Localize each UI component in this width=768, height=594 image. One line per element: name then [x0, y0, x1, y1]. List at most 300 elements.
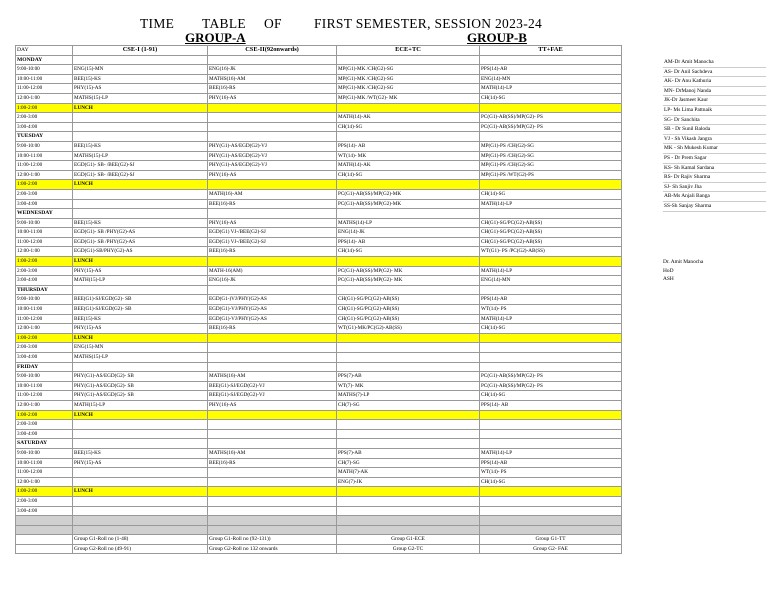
cse2-cell: [208, 113, 337, 123]
ece-cell: MP(G1)-MK /WT(G2)- MK: [337, 93, 480, 103]
cse2-cell: EGD(G1) VJ-/BEE(G2)-SJ: [208, 237, 337, 247]
faculty-entry: KS- Sh Kamal Sardana: [663, 164, 766, 174]
lunch-cell: LUNCH: [73, 487, 208, 497]
tt-cell: [480, 343, 622, 353]
empty-cell: [480, 439, 622, 449]
period-row: [16, 468, 622, 478]
timetable-grid: [15, 45, 622, 554]
cse2-cell: [208, 420, 337, 430]
group-legend-row: [16, 535, 622, 545]
period-row: [16, 141, 622, 151]
ece-cell: ENG(7)-JK: [337, 477, 480, 487]
separator-cell: [73, 525, 208, 535]
tt-cell: PPS(14)-AB: [480, 65, 622, 75]
cse1-cell: MATH(15)-LP: [73, 276, 208, 286]
separator-cell: [337, 525, 480, 535]
faculty-list: [663, 58, 766, 212]
empty-cell: [480, 209, 622, 219]
cse1-cell: BEE(G1)-SJ/EGD(G2)- SB: [73, 305, 208, 315]
tt-cell: MATH(14)-LP: [480, 314, 622, 324]
period-row: [16, 74, 622, 84]
day-row: [16, 439, 622, 449]
lunch-cell: LUNCH: [73, 257, 208, 267]
separator-row: [16, 525, 622, 535]
cse1-cell: [73, 113, 208, 123]
cse2-cell: EGD(G1-)VJ/PHY(G2)-AS: [208, 295, 337, 305]
faculty-entry: VJ - Sh Vikash Jangra: [663, 135, 766, 145]
group-b-heading: GROUP-B: [467, 30, 527, 45]
cse1-cell: EGD(G1)- SB /PHY(G2)-AS: [73, 228, 208, 238]
faculty-entry: SJ- Sh Sanjiv Jha: [663, 183, 766, 193]
empty-cell: [73, 362, 208, 372]
tt-cell: PPS(14)- AB: [480, 400, 622, 410]
cse1-cell: [73, 189, 208, 199]
period-row: [16, 295, 622, 305]
period-row: [16, 189, 622, 199]
day-name: MONDAY: [16, 55, 73, 65]
ece-cell: WT(G1)-MK/PC(G2)-AB(SS): [337, 324, 480, 334]
day-row: [16, 285, 622, 295]
period-row: [16, 391, 622, 401]
tt-cell: CH(G1)-SG/PC(G2)-AB(SS): [480, 218, 622, 228]
ece-cell: CH(G1)-SG/PC(G2)-AB(SS): [337, 295, 480, 305]
title-word-session: FIRST SEMESTER, SESSION 2023-24: [314, 16, 543, 31]
cse2-cell: MATHS(16)-AM: [208, 448, 337, 458]
ece-cell: PPS(14)- AB: [337, 141, 480, 151]
separator-cell: [208, 516, 337, 526]
ece-cell: PPS(14)- AB: [337, 237, 480, 247]
title-word-table: TABLE: [202, 16, 246, 31]
lunch-row: [16, 333, 622, 343]
empty-cell: [208, 132, 337, 142]
period-row: [16, 199, 622, 209]
ece-cell: CH(G1)-SG/PC(G2)-AB(SS): [337, 305, 480, 315]
time-slot: 9:00-10:00: [16, 448, 73, 458]
day-row: [16, 209, 622, 219]
ece-cell: ENG(14)-JK: [337, 228, 480, 238]
period-row: [16, 372, 622, 382]
separator-cell: [480, 516, 622, 526]
cse2-cell: MATH-16(AM): [208, 266, 337, 276]
period-row: [16, 266, 622, 276]
cse2-cell: BEE(16)-RS: [208, 199, 337, 209]
faculty-entry: AK- Dr Anu Kathuria: [663, 77, 766, 87]
faculty-entry: SG- Dr Sanchita: [663, 116, 766, 126]
day-header: DAY: [16, 46, 73, 56]
cse2-header: CSE-II(92onwards): [208, 46, 337, 56]
lunch-fill: [480, 103, 622, 113]
time-slot: 10:00-11:00: [16, 305, 73, 315]
faculty-entry: PS - Dr Prem Sagar: [663, 154, 766, 164]
period-row: [16, 420, 622, 430]
empty-cell: [337, 55, 480, 65]
tt-cell: [480, 429, 622, 439]
ece-cell: [337, 353, 480, 363]
period-row: [16, 276, 622, 286]
faculty-entry: LP- Ms Lima Pattnaik: [663, 106, 766, 116]
group-legend-cell: Group G2- FAE: [480, 544, 622, 554]
cse2-cell: [208, 343, 337, 353]
period-row: [16, 237, 622, 247]
empty-cell: [73, 285, 208, 295]
period-row: [16, 400, 622, 410]
tt-cell: CH(14)-SG: [480, 93, 622, 103]
ece-cell: MATH(14)-AK: [337, 113, 480, 123]
time-slot: 2:00-3:00: [16, 420, 73, 430]
time-slot: 1:00-2:00: [16, 103, 73, 113]
tt-cell: [480, 420, 622, 430]
empty-cell: [73, 55, 208, 65]
time-slot: 10:00-11:00: [16, 151, 73, 161]
time-slot: 1:00-2:00: [16, 487, 73, 497]
tt-cell: CH(14)-SG: [480, 324, 622, 334]
time-slot: 2:00-3:00: [16, 496, 73, 506]
time-slot: 1:00-2:00: [16, 257, 73, 267]
period-row: [16, 324, 622, 334]
tt-cell: PC(G1)-AB(SS)/MP(G2)- PS: [480, 372, 622, 382]
separator-cell: [16, 516, 73, 526]
time-slot: 9:00-10:00: [16, 141, 73, 151]
cse1-cell: PHY(G1)-AS/EGD(G2)- SB: [73, 381, 208, 391]
time-slot: 2:00-3:00: [16, 113, 73, 123]
period-row: [16, 429, 622, 439]
cse1-cell: ENG(15)-MN: [73, 343, 208, 353]
time-slot: 1:00-2:00: [16, 410, 73, 420]
tt-cell: ENG(14)-MN: [480, 74, 622, 84]
faculty-entry: MN- DrManoj Nanda: [663, 87, 766, 97]
period-row: [16, 314, 622, 324]
day-name: WEDNESDAY: [16, 209, 73, 219]
period-row: [16, 458, 622, 468]
tt-cell: WT(G1)- PS /PC(G2)-AB(SS): [480, 247, 622, 257]
time-slot: 10:00-11:00: [16, 228, 73, 238]
group-legend-cell: Group G1-TT: [480, 535, 622, 545]
time-slot: 11:00-12:00: [16, 237, 73, 247]
cse2-cell: MATHS(16)-AM: [208, 372, 337, 382]
signatory-line: Dr. Amit Manocha: [663, 259, 704, 265]
tt-cell: MATH(14)-LP: [480, 266, 622, 276]
cse2-cell: PHY(G1)-AS/EGD(G2)-VJ: [208, 161, 337, 171]
ece-cell: MATH(7)-AK: [337, 468, 480, 478]
signatory-line: HoD: [663, 267, 674, 274]
lunch-fill: [337, 180, 480, 190]
lunch-cell: LUNCH: [73, 333, 208, 343]
signatory-line: ASH: [663, 276, 674, 282]
ece-cell: CH(7)-SG: [337, 458, 480, 468]
time-slot: 11:00-12:00: [16, 84, 73, 94]
tt-cell: PC(G1)-AB(SS)/MP(G2)- PS: [480, 122, 622, 132]
cse1-cell: ENG(15)-MN: [73, 65, 208, 75]
tt-cell: PPS(14)-AB: [480, 295, 622, 305]
period-row: [16, 448, 622, 458]
separator-cell: [480, 525, 622, 535]
lunch-cell: LUNCH: [73, 410, 208, 420]
time-slot: 1:00-2:00: [16, 333, 73, 343]
empty-cell: [337, 362, 480, 372]
cse2-cell: PHY(G1)-AS/EGD(G2)-VJ: [208, 151, 337, 161]
time-slot: 3:00-4:00: [16, 429, 73, 439]
tt-cell: MP(G1)-PS /CH(G2)-SG: [480, 161, 622, 171]
group-legend-row: [16, 544, 622, 554]
lunch-cell: LUNCH: [73, 103, 208, 113]
faculty-entry: AB-Ms Anjali Banga: [663, 192, 766, 202]
empty-cell: [208, 209, 337, 219]
tt-cell: MATH(14)-LP: [480, 84, 622, 94]
faculty-entry: SB - Dr Sunil Baloda: [663, 125, 766, 135]
group-legend-cell: Group G2-TC: [337, 544, 480, 554]
title-word-time: TIME: [140, 16, 175, 31]
period-row: [16, 218, 622, 228]
separator-cell: [337, 516, 480, 526]
tt-cell: MATH(14)-LP: [480, 199, 622, 209]
empty-cell: [480, 132, 622, 142]
cse2-cell: BEE(G1)-SJ/EGD(G2)-VJ: [208, 381, 337, 391]
empty-cell: [208, 362, 337, 372]
period-row: [16, 305, 622, 315]
cse1-cell: MATHS(15)-LP: [73, 93, 208, 103]
time-slot: 9:00-10:00: [16, 65, 73, 75]
lunch-fill: [208, 257, 337, 267]
lunch-fill: [208, 180, 337, 190]
empty-cell: [480, 362, 622, 372]
cse1-cell: [73, 429, 208, 439]
header-row: [16, 46, 622, 56]
ece-cell: PC(G1)-AB(SS)/MP(G2)-MK: [337, 199, 480, 209]
empty-cell: [73, 132, 208, 142]
period-row: [16, 113, 622, 123]
lunch-row: [16, 257, 622, 267]
cse1-cell: PHY(15)-AS: [73, 458, 208, 468]
group-legend-cell: Group G1-ECE: [337, 535, 480, 545]
cse1-cell: PHY(15)-AS: [73, 266, 208, 276]
empty-cell: [337, 209, 480, 219]
empty-cell: [337, 285, 480, 295]
time-slot: 11:00-12:00: [16, 391, 73, 401]
empty-cell: [480, 285, 622, 295]
tt-cell: PPS(14)-AB: [480, 458, 622, 468]
cse2-cell: [208, 468, 337, 478]
faculty-entry: RS- Dr Rajiv Sharma: [663, 173, 766, 183]
cse1-cell: MATHS(15)-LP: [73, 353, 208, 363]
cse2-cell: BEE(16)-RS: [208, 458, 337, 468]
time-slot: 11:00-12:00: [16, 161, 73, 171]
group-a-heading: GROUP-A: [185, 30, 246, 45]
cse2-cell: BEE(G1)-SJ/EGD(G2)-VJ: [208, 391, 337, 401]
tt-cell: [480, 506, 622, 516]
ece-cell: PPS(7)-AB: [337, 372, 480, 382]
period-row: [16, 151, 622, 161]
tt-cell: WT(14)- PS: [480, 468, 622, 478]
tt-cell: MP(G1)-PS /CH(G2)-SG: [480, 141, 622, 151]
cse1-cell: [73, 506, 208, 516]
ece-cell: CH(7)-SG: [337, 400, 480, 410]
day-name: FRIDAY: [16, 362, 73, 372]
time-slot: 3:00-4:00: [16, 276, 73, 286]
cse2-cell: PHY(16)-AS: [208, 400, 337, 410]
period-row: [16, 353, 622, 363]
cse2-cell: BEE(16)-RS: [208, 84, 337, 94]
cse2-cell: ENG(16)-JK: [208, 65, 337, 75]
cse2-cell: [208, 496, 337, 506]
tt-cell: CH(14)-SG: [480, 189, 622, 199]
empty-cell: [16, 544, 73, 554]
group-legend-cell: Group G1-Roll no (1-48): [73, 535, 208, 545]
time-slot: 3:00-4:00: [16, 122, 73, 132]
period-row: [16, 65, 622, 75]
cse1-cell: BEE(15)-KS: [73, 314, 208, 324]
time-slot: 2:00-3:00: [16, 343, 73, 353]
separator-cell: [16, 525, 73, 535]
ece-cell: WT(14)- MK: [337, 151, 480, 161]
tt-cell: CH(14)-SG: [480, 391, 622, 401]
day-name: THURSDAY: [16, 285, 73, 295]
empty-cell: [16, 535, 73, 545]
ece-cell: [337, 429, 480, 439]
empty-cell: [480, 55, 622, 65]
time-slot: 2:00-3:00: [16, 189, 73, 199]
cse1-cell: [73, 199, 208, 209]
period-row: [16, 170, 622, 180]
cse1-cell: EGD(G1)- SB /PHY(G2)-AS: [73, 237, 208, 247]
cse1-cell: EGD(G1)-SB/PHY(G2)-AS: [73, 247, 208, 257]
cse2-cell: [208, 506, 337, 516]
faculty-entry: AS- Dr Anil Sachdeva: [663, 68, 766, 78]
lunch-fill: [337, 103, 480, 113]
lunch-fill: [208, 487, 337, 497]
time-slot: 2:00-3:00: [16, 266, 73, 276]
period-row: [16, 247, 622, 257]
ece-cell: MATH(14)-AK: [337, 161, 480, 171]
time-slot: 12:00-1:00: [16, 247, 73, 257]
time-slot: 12:00-1:00: [16, 170, 73, 180]
time-slot: 10:00-11:00: [16, 458, 73, 468]
time-slot: 9:00-10:00: [16, 218, 73, 228]
period-row: [16, 477, 622, 487]
time-slot: 9:00-10:00: [16, 372, 73, 382]
cse1-cell: [73, 122, 208, 132]
cse2-cell: EGD(G1) VJ-/BEE(G2)-SJ: [208, 228, 337, 238]
cse2-cell: BEE(16)-RS: [208, 324, 337, 334]
period-row: [16, 381, 622, 391]
lunch-fill: [208, 103, 337, 113]
cse1-cell: [73, 468, 208, 478]
cse2-cell: PHY(G1)-AS/EGD(G2)-VJ: [208, 141, 337, 151]
time-slot: 12:00-1:00: [16, 400, 73, 410]
cse2-cell: BEE(16)-RS: [208, 247, 337, 257]
lunch-fill: [480, 410, 622, 420]
day-name: TUESDAY: [16, 132, 73, 142]
lunch-fill: [480, 180, 622, 190]
lunch-fill: [208, 333, 337, 343]
ece-cell: WT(7)- MK: [337, 381, 480, 391]
cse1-cell: BEE(15)-KS: [73, 448, 208, 458]
ece-cell: PC(G1)-AB(SS)/MP(G2)-MK: [337, 189, 480, 199]
period-row: [16, 496, 622, 506]
lunch-fill: [480, 257, 622, 267]
tt-cell: [480, 353, 622, 363]
time-slot: 9:00-10:00: [16, 295, 73, 305]
cse2-cell: [208, 353, 337, 363]
day-name: SATURDAY: [16, 439, 73, 449]
empty-cell: [337, 132, 480, 142]
group-legend-cell: Group G2-Roll no (49-91): [73, 544, 208, 554]
ece-cell: MP(G1)-MK /CH(G2)-SG: [337, 84, 480, 94]
cse1-cell: BEE(G1)-SJ/EGD(G2)- SB: [73, 295, 208, 305]
cse1-cell: [73, 477, 208, 487]
time-slot: 3:00-4:00: [16, 353, 73, 363]
ece-cell: MP(G1)-MK /CH(G2)-SG: [337, 65, 480, 75]
cse2-cell: [208, 429, 337, 439]
tt-cell: PC(G1)-AB(SS)/MP(G2)- PS: [480, 113, 622, 123]
ece-cell: PC(G1)-AB(SS)/MP(G2)- MK: [337, 276, 480, 286]
faculty-entry: AM-Dr Amit Manocha: [663, 58, 766, 68]
ece-cell: [337, 420, 480, 430]
lunch-fill: [480, 487, 622, 497]
ece-header: ECE+TC: [337, 46, 480, 56]
cse1-cell: PHY(G1)-AS/EGD(G2)- SB: [73, 372, 208, 382]
time-slot: 1:00-2:00: [16, 180, 73, 190]
ece-cell: CH(G1)-SG/PC(G2)-AB(SS): [337, 314, 480, 324]
ece-cell: CH(14)-SG: [337, 122, 480, 132]
tt-cell: CH(G1)-SG/PC(G2)-AB(SS): [480, 228, 622, 238]
ece-cell: MP(G1)-MK /CH(G2)-SG: [337, 74, 480, 84]
period-row: [16, 228, 622, 238]
time-slot: 3:00-4:00: [16, 506, 73, 516]
separator-row: [16, 516, 622, 526]
lunch-row: [16, 103, 622, 113]
lunch-fill: [337, 257, 480, 267]
time-slot: 10:00-11:00: [16, 381, 73, 391]
cse1-cell: MATHS(15)-LP: [73, 151, 208, 161]
cse1-cell: BEE(15)-KS: [73, 141, 208, 151]
lunch-row: [16, 410, 622, 420]
time-slot: 12:00-1:00: [16, 93, 73, 103]
tt-header: TT+FAE: [480, 46, 622, 56]
cse1-cell: [73, 420, 208, 430]
cse2-cell: ENG(16)-JK: [208, 276, 337, 286]
cse2-cell: EGD(G1)-VJ/PHY(G2)-AS: [208, 305, 337, 315]
tt-cell: CH(14)-SG: [480, 477, 622, 487]
day-row: [16, 55, 622, 65]
empty-cell: [73, 209, 208, 219]
ece-cell: MATHS(14)-LP: [337, 218, 480, 228]
empty-cell: [208, 439, 337, 449]
time-slot: 11:00-12:00: [16, 468, 73, 478]
lunch-fill: [337, 487, 480, 497]
cse1-cell: EGD(G1)- SB- /BEE(G2)-SJ: [73, 161, 208, 171]
time-slot: 12:00-1:00: [16, 324, 73, 334]
title-word-of: OF: [264, 16, 282, 31]
group-legend-cell: Group G1-Roll no (92-131)): [208, 535, 337, 545]
lunch-fill: [337, 333, 480, 343]
cse1-cell: [73, 496, 208, 506]
cse2-cell: MATH(16)-AM: [208, 189, 337, 199]
faculty-entry: JK-Dr Jasmeet Kaur: [663, 96, 766, 106]
tt-cell: PC(G1)-AB(SS)/MP(G2)- PS: [480, 381, 622, 391]
tt-cell: [480, 496, 622, 506]
tt-cell: MP(G1)-PS /WT(G2)-PS: [480, 170, 622, 180]
cse2-cell: MATHS(16)-AM: [208, 74, 337, 84]
ece-cell: [337, 496, 480, 506]
faculty-entry: MK - Sh Mukesh Kumar: [663, 144, 766, 154]
group-legend-cell: Group G2-Roll no 132 onwards: [208, 544, 337, 554]
cse2-cell: [208, 122, 337, 132]
time-slot: 11:00-12:00: [16, 314, 73, 324]
tt-cell: MP(G1)-PS /CH(G2)-SG: [480, 151, 622, 161]
cse2-cell: [208, 477, 337, 487]
ece-cell: CH(14)-SG: [337, 170, 480, 180]
period-row: [16, 84, 622, 94]
